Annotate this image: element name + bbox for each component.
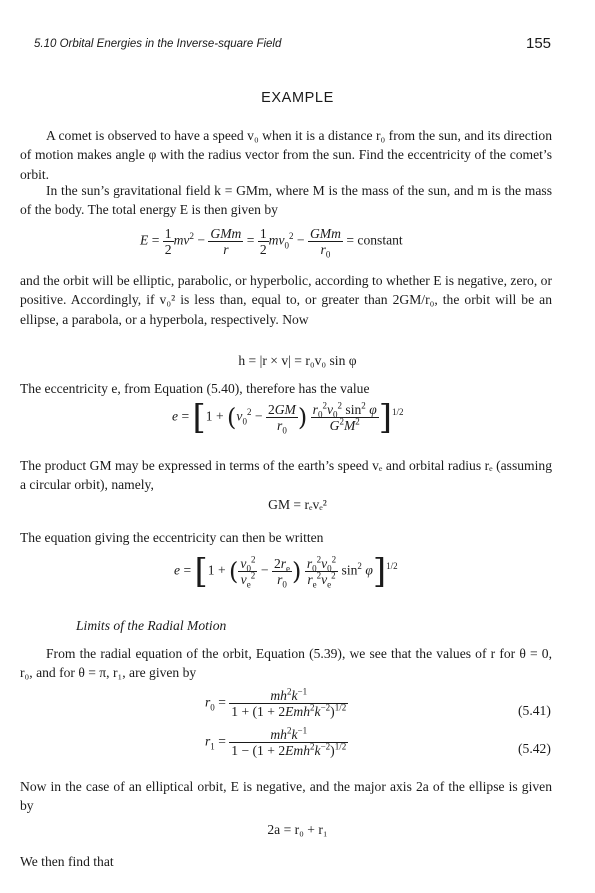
eccentricity-earth-equation: e = [1 + ( $\frac{v_0^2}{v_e^2}$ − $\frac{2r_e}{r_0}$ ) $\frac{r_0^2v_0^2}{r_e^2v_e^2}$ $\sin^2 \varphi]^{1/2}$: [174, 551, 398, 592]
angular-momentum-equation: h = |r × v| = r₀v₀ sin φ: [238, 353, 357, 368]
subsection-heading: Limits of the Radial Motion: [76, 618, 227, 633]
eccentricity-intro: The eccentricity e, from Equation (5.40), therefore has the value: [20, 381, 370, 396]
equation-number-5-42: (5.42): [518, 741, 551, 756]
major-axis-paragraph: Now in the case of an elliptical orbit, E is negative, and the major axis 2a of the ellipse is given by: [20, 779, 552, 814]
eccentricity-equation: $e = [1 + (v_0^2$ − $\frac{2GM}{r_0}$ ) $\frac{r_0^2v_0^2 \sin^2 \varphi}{G^2M^2}$ ]$^{1/2}$: [172, 397, 404, 438]
page-number: 155: [526, 35, 552, 52]
running-title: 5.10 Orbital Energies in the Inverse-square Field: [34, 38, 282, 50]
major-axis-equation: 2a = r₀ + r₁: [267, 822, 328, 837]
energy-intro: In the sun’s gravitational field k = GMm, where M is the mass of the sun, and m is the mass of the body. The total energy E is then given by: [20, 183, 552, 218]
orbit-type-paragraph: and the orbit will be elliptic, parabolic, or hyperbolic, according to whether E is negative, zero, or positive. Accordingly, if v₀² is less than, equal to, or greater than 2GM/r₀, the orbit will be an ellipse, a parabola, or a hyperbola, respectively. Now: [20, 273, 552, 327]
radial-limits-paragraph: From the radial equation of the orbit, Equation (5.39), we see that the values of r for θ = 0, r₀, and for θ = π, r₁, are given by: [20, 646, 552, 681]
equation-number-5-41: (5.41): [518, 703, 551, 718]
closing-line: We then find that: [20, 854, 114, 869]
eccentricity-written-intro: The equation giving the eccentricity can then be written: [20, 530, 324, 545]
equation-5-42: $r_1$ = $\frac{mh^2k^{-1}}{1 - (1 + 2Emh^2k^{-2})^{1/2}}$: [205, 725, 347, 758]
section-heading: EXAMPLE: [261, 90, 334, 106]
gm-equation: GM = rₑvₑ²: [268, 497, 327, 512]
equation-5-41: $r_0$ = $\frac{mh^2k^{-1}}{1 + (1 + 2Emh^2k^{-2})^{1/2}}$: [205, 686, 347, 719]
constant-label: = constant: [346, 232, 403, 248]
problem-statement: A comet is observed to have a speed v₀ when it is a distance r₀ from the sun, and its direction of motion makes angle φ with the radius vector from the sun. Find the eccentricity of the comet’s orbit.: [20, 128, 552, 182]
gm-intro: The product GM may be expressed in terms of the earth’s speed vₑ and orbital radius rₑ (assuming a circular orbit), namely,: [20, 458, 552, 493]
energy-equation: E = $\frac{1}{2}$ $mv^2$ − $\frac{\text{GMm}}{r}$ = $\frac{1}{2}$ $mv_0^2$ − $\frac{\text{GMm}}{r_0}$ = constant: [140, 226, 403, 260]
